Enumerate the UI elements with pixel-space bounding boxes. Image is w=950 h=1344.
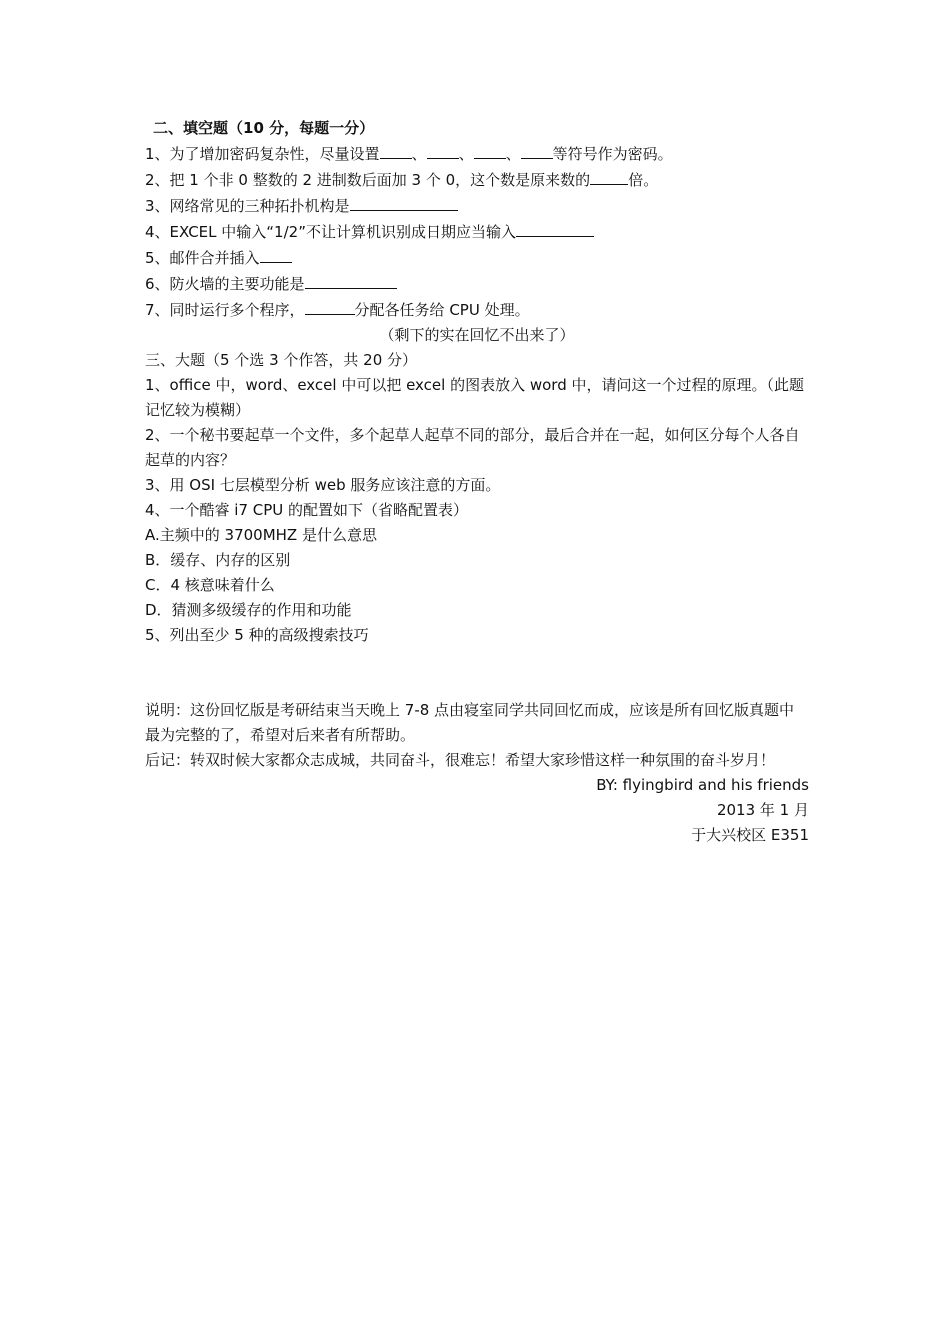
question-1-text: 1、为了增加密码复杂性，尽量设置: [145, 145, 380, 163]
answer-blank: [516, 219, 594, 237]
essay-question-5: 5、列出至少 5 种的高级搜索技巧: [145, 626, 369, 644]
question-5: [145, 245, 809, 271]
question-7-text: 7、同时运行多个程序，: [145, 301, 305, 319]
question-5-text: 5、邮件合并插入: [145, 249, 260, 267]
sub-question-a: A.主频中的 3700MHZ 是什么意思: [145, 526, 377, 544]
essay-question-2: 2、一个秘书要起草一个文件，多个起草人起草不同的部分，最后合并在一起，如何区分每个人各自起草的内容？: [145, 426, 800, 469]
answer-blank: [260, 245, 292, 263]
memory-note: （剩下的实在回忆不出来了）: [379, 326, 575, 344]
separator: 、: [505, 145, 521, 163]
question-2: [145, 167, 809, 193]
location-line: 于大兴校区 E351: [691, 826, 809, 844]
essay-question-4: 4、一个酷睿 i7 CPU 的配置如下（省略配置表）: [145, 501, 469, 519]
question-3: [145, 193, 809, 219]
question-6: [145, 271, 809, 297]
answer-blank: [305, 271, 397, 289]
section2-heading: 二、填空题（10 分，每题一分）: [153, 119, 375, 137]
question-4-text: 4、EXCEL 中输入“1/2”不让计算机识别成日期应当输入: [145, 223, 516, 241]
sub-question-b: B．缓存、内存的区别: [145, 551, 291, 569]
essay-question-1: 1、office 中，word、excel 中可以把 excel 的图表放入 word 中，请问这一个过程的原理。（此题记忆较为模糊）: [145, 376, 804, 419]
answer-blank: [474, 141, 506, 159]
document-content: [145, 116, 809, 848]
answer-blank: [305, 297, 355, 315]
date-line: 2013 年 1 月: [716, 801, 809, 819]
spacer: [145, 648, 809, 698]
question-6-text: 6、防火墙的主要功能是: [145, 275, 305, 293]
question-2-text: 2、把 1 个非 0 整数的 2 进制数后面加 3 个 0，这个数是原来数的: [145, 171, 591, 189]
sub-question-c: C．4 核意味着什么: [145, 576, 275, 594]
essay-question-3: 3、用 OSI 七层模型分析 web 服务应该注意的方面。: [145, 476, 501, 494]
answer-blank: [427, 141, 459, 159]
answer-blank: [521, 141, 553, 159]
question-4: [145, 219, 809, 245]
answer-blank: [350, 193, 458, 211]
question-2-suffix: 倍。: [628, 171, 659, 189]
question-7-suffix: 分配各任务给 CPU 处理。: [354, 301, 530, 319]
section3-heading: 三、大题（5 个选 3 个作答，共 20 分）: [145, 351, 418, 369]
separator: 、: [411, 145, 427, 163]
question-1: [145, 141, 809, 167]
question-1-suffix: 等符号作为密码。: [552, 145, 673, 163]
sub-question-d: D．猜测多级缓存的作用和功能: [145, 601, 352, 619]
answer-blank: [380, 141, 412, 159]
question-7: [145, 297, 809, 323]
separator: 、: [458, 145, 474, 163]
question-3-text: 3、网络常见的三种拓扑机构是: [145, 197, 350, 215]
author-signature: BY: flyingbird and his friends: [596, 776, 809, 794]
answer-blank: [590, 167, 628, 185]
postscript-paragraph: 后记：转双时候大家都众志成城，共同奋斗，很难忘！希望大家珍惜这样一种氛围的奋斗岁月！: [145, 751, 776, 769]
explanation-paragraph: 说明：这份回忆版是考研结束当天晚上 7-8 点由寝室同学共同回忆而成，应该是所有回忆版真题中最为完整的了，希望对后来者有所帮助。: [145, 701, 795, 744]
